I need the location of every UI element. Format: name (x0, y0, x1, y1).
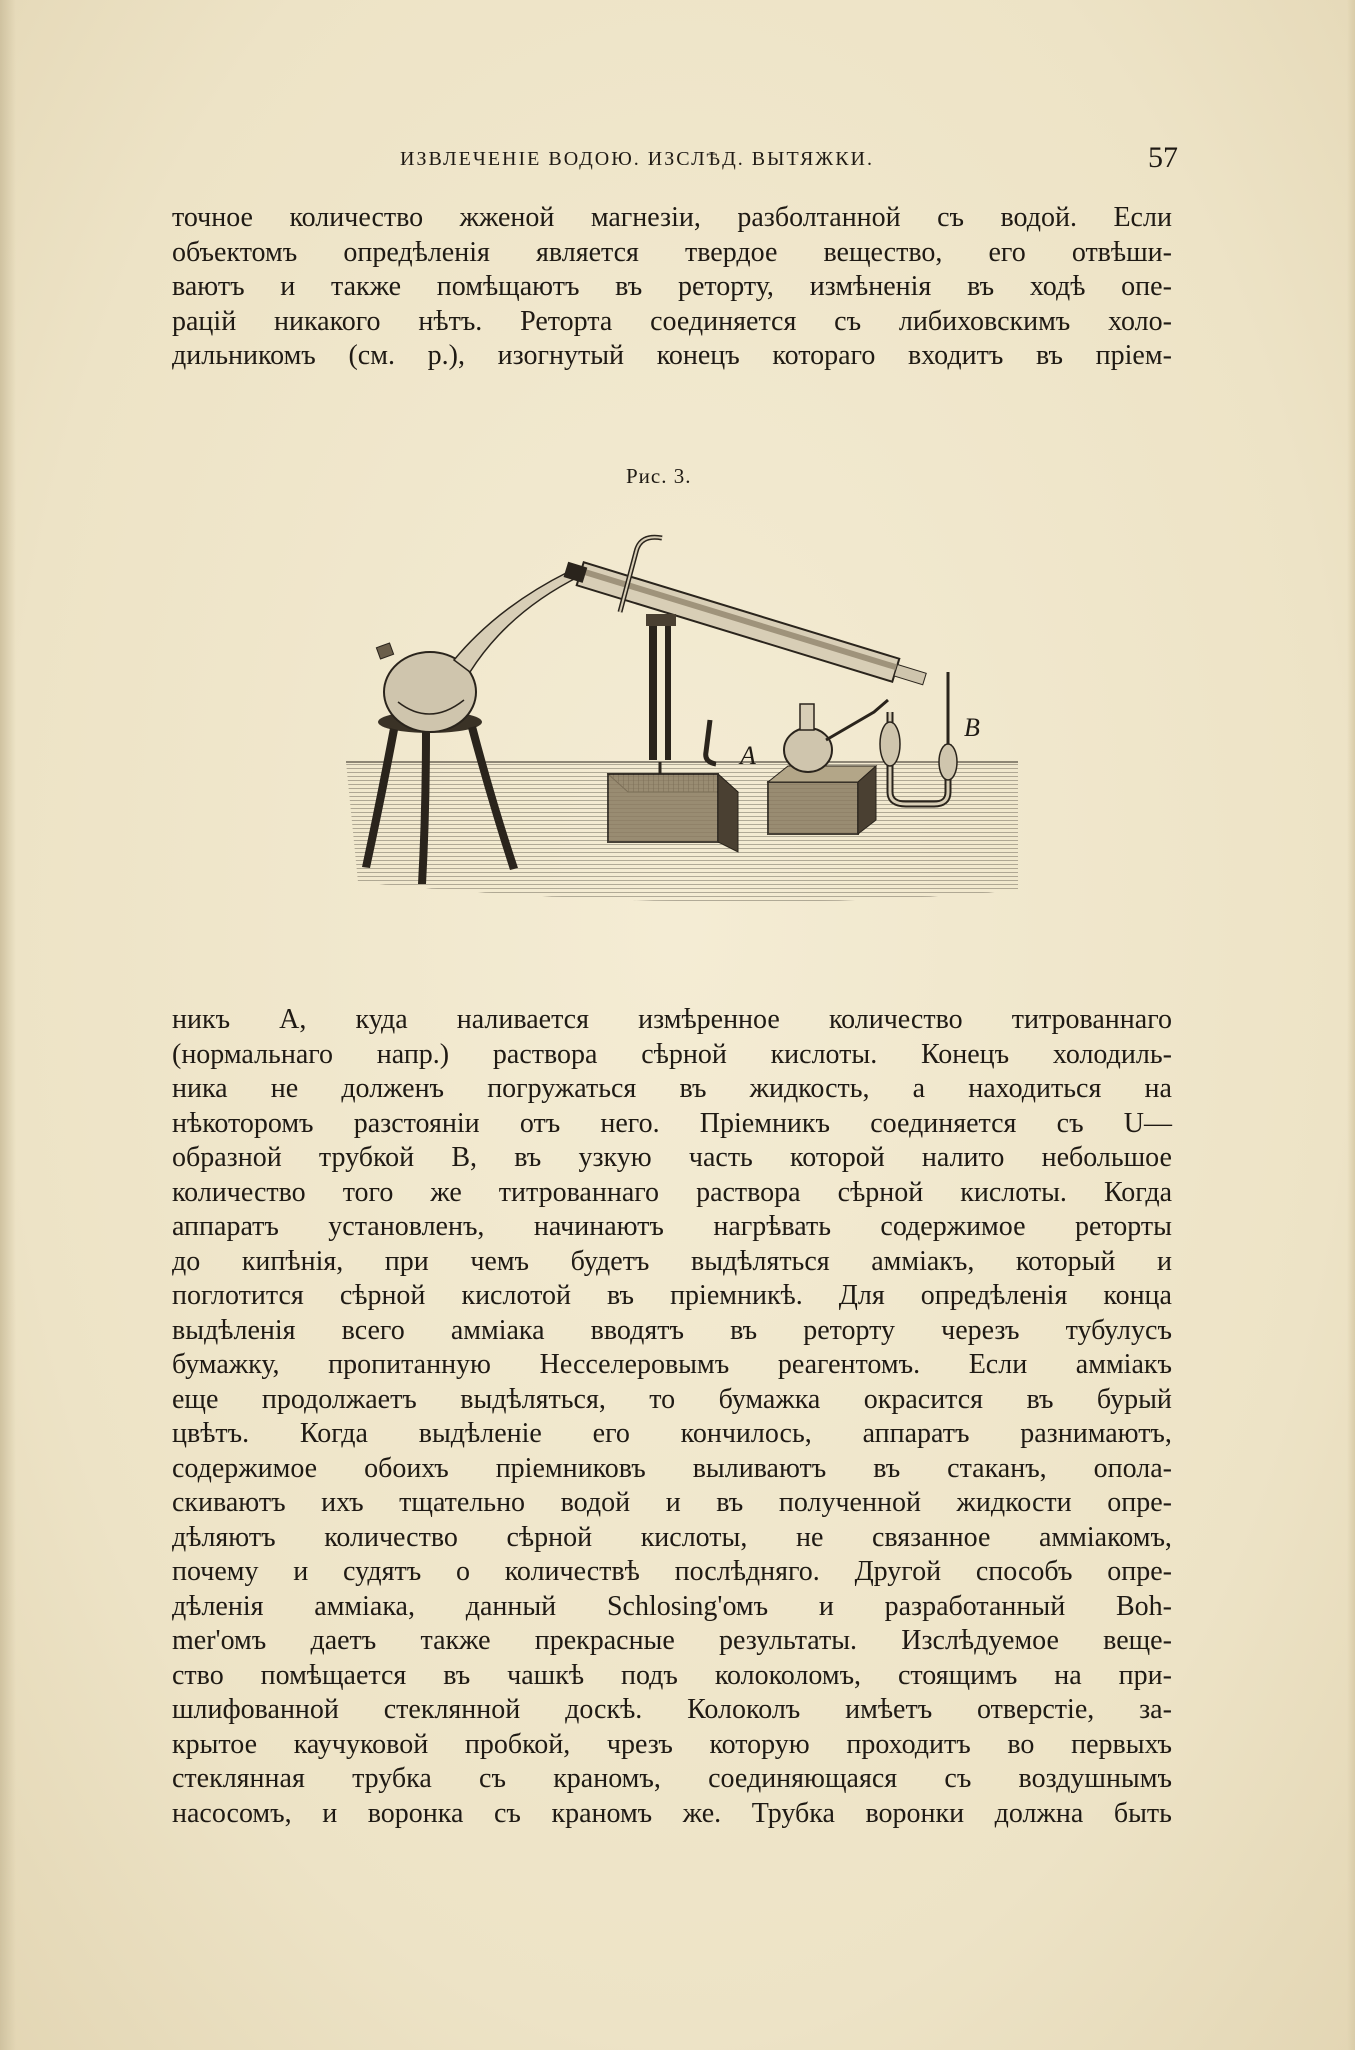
text-line: стеклянная трубка съ краномъ, соединяющаяся съ воздушнымъ (172, 1763, 1172, 1794)
text-line: шлифованной стеклянной доскѣ. Колоколъ имѣетъ отверстіе, за- (172, 1694, 1172, 1725)
text-line: нѣкоторомъ разстояніи отъ него. Пріемникъ соединяется съ U— (172, 1107, 1172, 1139)
text-line: никъ A, куда наливается измѣренное количество титрованнаго (172, 1004, 1172, 1035)
text-line: поглотится сѣрной кислотой въ пріемникѣ. Для опредѣленія конца (172, 1280, 1172, 1311)
text-line: mer'омъ даетъ также прекрасные результаты. Изслѣдуемое веще- (172, 1625, 1172, 1656)
text-line: ника не долженъ погружаться въ жидкость, а находиться на (172, 1073, 1172, 1104)
text-line: дѣляютъ количество сѣрной кислоты, не связанное амміакомъ, (172, 1521, 1172, 1553)
text-line: содержимое обоихъ пріемниковъ выливаютъ въ стаканъ, опола- (172, 1452, 1172, 1484)
text-line: аппаратъ установленъ, начинаютъ нагрѣвать содержимое реторты (172, 1211, 1172, 1242)
distillation-apparatus-illustration (318, 512, 1038, 932)
text-line: насосомъ, и воронка съ краномъ же. Трубка воронки должна быть (172, 1797, 1172, 1829)
text-line: рацій никакого нѣтъ. Реторта соединяется съ либиховскимъ холо- (172, 305, 1172, 337)
text-line: выдѣленія всего амміака вводятъ въ реторту черезъ тубулусъ (172, 1314, 1172, 1346)
receiver-flask-a (784, 728, 832, 772)
text-line: количество того же титрованнаго раствора сѣрной кислоты. Когда (172, 1176, 1172, 1208)
text-line: дѣленія амміака, данный Schlosing'омъ и разработанный Boh- (172, 1590, 1172, 1622)
text-line: объектомъ опредѣленія является твердое вещество, его отвѣши- (172, 236, 1172, 268)
text-line: скиваютъ ихъ тщательно водой и въ полученной жидкости опре- (172, 1487, 1172, 1518)
text-line: еще продолжаетъ выдѣляться, то бумажка окрасится въ бурый (172, 1383, 1172, 1415)
figure-distillation-apparatus (318, 512, 1038, 932)
text-line: крытое каучуковой пробкой, чрезъ которую проходитъ во первыхъ (172, 1728, 1172, 1760)
paragraph-bottom (172, 1003, 1172, 1831)
text-line: цвѣтъ. Когда выдѣленіе его кончилось, аппаратъ разнимаютъ, (172, 1418, 1172, 1449)
text-line: почему и судятъ о количествѣ послѣдняго. Другой способъ опре- (172, 1556, 1172, 1587)
text-line: бумажку, пропитанную Несселеровымъ реагентомъ. Если амміакъ (172, 1349, 1172, 1380)
figure-caption: Рис. 3. (626, 464, 692, 488)
paragraph-top (172, 201, 1172, 374)
text-line: ство помѣщается въ чашкѣ подъ колоколомъ, стоящимъ на при- (172, 1659, 1172, 1691)
text-line: ваютъ и также помѣщаютъ въ реторту, измѣненія въ ходѣ опе- (172, 271, 1172, 302)
text-line: образной трубкой B, въ узкую часть которой налито небольшое (172, 1142, 1172, 1173)
binding-shadow (0, 0, 16, 2050)
clamp-stand (646, 614, 676, 626)
text-line: точное количество жженой магнезіи, разболтанной съ водой. Если (172, 202, 1172, 233)
figure-label-b: B (964, 713, 980, 742)
running-head: ИЗВЛЕЧЕНІЕ ВОДОЮ. ИЗСЛѢД. ВЫТЯЖКИ. (400, 148, 874, 170)
text-line: (нормальнаго напр.) раствора сѣрной кислоты. Конецъ холодиль- (172, 1038, 1172, 1070)
text-line: до кипѣнія, при чемъ будетъ выдѣляться амміакъ, который и (172, 1245, 1172, 1277)
figure-label-a: A (740, 741, 756, 770)
wooden-block (768, 782, 858, 834)
page-edge (1347, 0, 1355, 2050)
text-line: дильникомъ (см. р.), изогнутый конецъ котораго входитъ въ пріем- (172, 340, 1172, 371)
page-number: 57 (1148, 141, 1178, 174)
